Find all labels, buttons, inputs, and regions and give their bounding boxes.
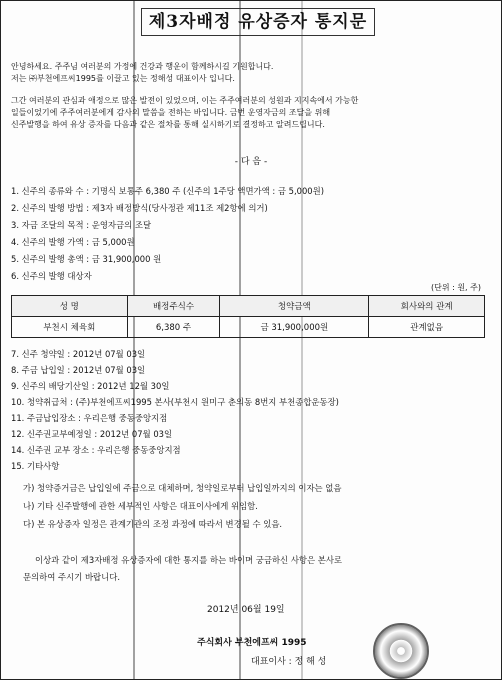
item-line: 11. 주금납입장소 : 우리은행 중동중앙지점: [11, 413, 168, 423]
allocation-table: [11, 295, 485, 338]
company-name: 주식회사 부천에프씨 1995: [197, 638, 307, 648]
item-line: 15. 기타사항: [11, 461, 60, 471]
item-line: 3. 자금 조달의 목적 : 운영자금의 조달: [11, 220, 152, 230]
item-line: 12. 신주권교부예정일 : 2012년 07월 03일: [11, 429, 173, 439]
item-line: 6. 신주의 발행 대상자: [11, 271, 92, 281]
item-line: 5. 신주의 발행 총액 : 금 31,900,000 원: [11, 254, 162, 264]
table-cell: 관계없음: [369, 317, 485, 338]
table-header-row: [12, 296, 485, 317]
section-divider: - 다 음 -: [234, 157, 268, 167]
intro-line: 일들이었기에 주주여러분에게 감사의 말씀을 전하는 바입니다. 금번 운영자금의 조달을 위해: [11, 108, 331, 117]
intro-line: 그간 여러분의 관심과 애정으로 많은 발전이 있었으며, 이는 주주여러분의 성원과 지지속에서 가능한: [11, 96, 359, 105]
company-seal-stamp: [373, 623, 429, 679]
document-title: 제3자배정 유상증자 통지문: [148, 12, 368, 32]
table-header: 청약금액: [220, 296, 369, 317]
table-header: 배정주식수: [127, 296, 220, 317]
closing-line: 문의하여 주시기 바랍니다.: [23, 572, 120, 582]
item-line: 9. 신주의 배당기산일 : 2012년 12월 30일: [11, 381, 170, 391]
intro-line: 안녕하세요. 주주님 여러분의 가정에 건강과 행운이 함께하시길 기원합니다.: [11, 62, 274, 71]
item-line: 14. 신주권 교부 장소 : 우리은행 중동중앙지점: [11, 445, 181, 455]
closing-line: 이상과 같이 제3자배정 유상증자에 대한 통지를 하는 바이며 궁금하신 사항은 본사로: [35, 555, 343, 565]
item-line: 10. 청약취급처 : (주)부천에프씨1995 본사(부천시 원미구 춘의동 8번지 부천종합운동장): [11, 397, 339, 407]
note-line: 가) 청약증거금은 납입일에 주금으로 대체하며, 청약일로부터 납입일까지의 이자는 없음: [23, 483, 342, 493]
item-line: 4. 신주의 발행 가액 : 금 5,000원: [11, 237, 135, 247]
item-line: 2. 신주의 발행 방법 : 제3자 배정방식(당사정관 제11조 제2항에 의거): [11, 203, 268, 213]
title-box: [141, 8, 375, 36]
item-line: 7. 신주 청약일 : 2012년 07월 03일: [11, 349, 146, 359]
table-row: [12, 317, 485, 338]
table-cell: 부천시 체육회: [12, 317, 128, 338]
table-header: 회사와의 관계: [369, 296, 485, 317]
note-line: 다) 본 유상증자 일정은 관계기관의 조정 과정에 따라서 변경될 수 있음.: [23, 519, 283, 529]
ceo-name: 대표이사 : 정 해 성: [251, 657, 327, 667]
table-cell: 금 31,900,000원: [220, 317, 369, 338]
intro-line: 신주발행을 하여 유상 증자를 다음과 같은 절차를 통해 실시하기로 결정하고 알려드립니다.: [11, 120, 325, 129]
document-date: 2012년 06월 19일: [207, 605, 285, 615]
item-line: 1. 신주의 종류와 수 : 기명식 보통주 6,380 주 (신주의 1주당 액면가액 : 금 5,000원): [11, 186, 324, 196]
item-line: 8. 주금 납입일 : 2012년 07월 03일: [11, 365, 146, 375]
unit-note: (단위 : 원, 주): [430, 283, 481, 292]
table-header: 성 명: [12, 296, 128, 317]
intro-line: 저는 ㈜부천에프씨1995를 이끌고 있는 정해성 대표이사 입니다.: [11, 74, 235, 83]
table-cell: 6,380 주: [127, 317, 220, 338]
note-line: 나) 기타 신주발행에 관한 세부적인 사항은 대표이사에게 위임함.: [23, 501, 258, 511]
